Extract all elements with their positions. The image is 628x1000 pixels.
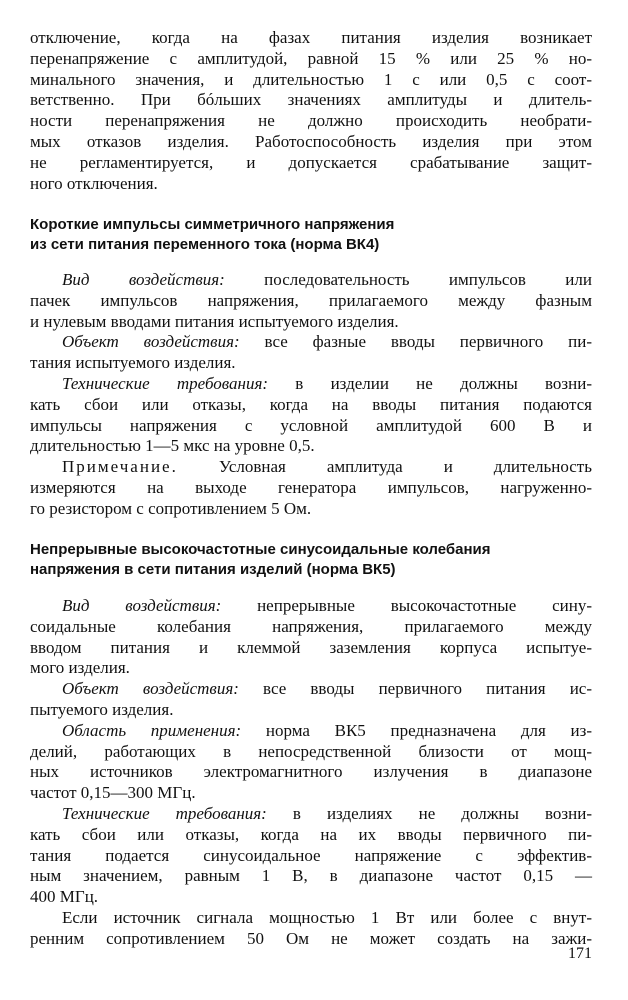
text-line: мых отказов изделия. Работоспособность изделия при этом xyxy=(30,131,592,151)
text-line: ным значением, равным 1 В, в диапазоне частот 0,15 — xyxy=(30,866,592,886)
text-line: отключение, когда на фазах питания изделия возникает xyxy=(30,28,592,47)
text-line: мого изделия. xyxy=(30,658,130,678)
text-line: кать сбои или отказы, когда на их вводы первичного пи- xyxy=(30,824,592,844)
term-label: Технические требования: xyxy=(62,373,269,393)
intro-paragraph xyxy=(30,28,592,194)
text-line: частот 0,15—300 МГц. xyxy=(30,783,196,803)
term-label: Область применения: xyxy=(62,720,242,740)
text-line: ных источников электромагнитного излучения в диапазоне xyxy=(30,762,592,782)
text-line: Вид воздействия: последовательность импульсов или xyxy=(62,270,592,289)
text-line: Вид воздействия: непрерывные высокочастотные сину- xyxy=(62,596,592,615)
text-line: Область применения: норма ВК5 предназначена для из- xyxy=(62,720,592,740)
section-body-vk4 xyxy=(30,270,592,520)
text-line: кать сбои или отказы, когда на вводы питания подаются xyxy=(30,394,592,414)
text-line: Объект воздействия: все вводы первичного питания ис- xyxy=(62,679,593,699)
term-label: Технические требования: xyxy=(62,803,267,823)
heading-line: Короткие импульсы симметричного напряжения xyxy=(30,216,395,233)
term-label: Вид воздействия: xyxy=(62,596,222,615)
section-body-vk5 xyxy=(30,596,592,950)
text-line: ного отключения. xyxy=(30,173,158,193)
text-line: Технические требования: в изделиях не должны возни- xyxy=(62,803,592,823)
section-heading-vk4 xyxy=(30,215,592,255)
text-line: пачек импульсов напряжения, прилагаемого между фазным xyxy=(30,290,592,310)
heading-line: из сети питания переменного тока (норма ВК4) xyxy=(30,236,380,253)
text-line: соидальные колебания напряжения, прилагаемого между xyxy=(30,616,592,636)
text-line: минального значения, и длительностью 1 с или 0,5 с соот- xyxy=(30,69,592,89)
text-line: ветственно. При бóльших значениях амплитуды и длитель- xyxy=(30,90,592,110)
text-line: Примечание. Условная амплитуда и длительность xyxy=(62,457,592,477)
text-line: Технические требования: в изделии не должны возни- xyxy=(62,373,592,393)
text-line: го резистором с сопротивлением 5 Ом. xyxy=(30,498,312,518)
text-line: Если источник сигнала мощностью 1 Вт или более с внут- xyxy=(62,907,592,927)
text-line: длительностью 1—5 мкс на уровне 0,5. xyxy=(30,436,315,456)
section-heading-vk5 xyxy=(30,540,592,580)
text-line: Объект воздействия: все фазные вводы первичного пи- xyxy=(62,332,593,352)
text-line: делий, работающих в непосредственной близости от мощ- xyxy=(30,741,592,761)
text-line: ренним сопротивлением 50 Ом не может создать на зажи- xyxy=(30,928,592,948)
term-label: Вид воздействия: xyxy=(62,270,225,289)
text-line: не регламентируется, и допускается срабатывание защит- xyxy=(30,152,592,172)
text-line: измеряются на выходе генератора импульсов, нагруженно- xyxy=(30,477,592,497)
heading-line: Непрерывные высокочастотные синусоидальные колебания xyxy=(30,541,491,558)
text-line: тания испытуемого изделия. xyxy=(30,353,236,373)
text-line: пытуемого изделия. xyxy=(30,699,174,719)
text-line: тания подается синусоидальное напряжение с эффектив- xyxy=(30,845,592,865)
term-label: Объект воздействия: xyxy=(62,679,239,699)
text-line: 400 МГц. xyxy=(30,887,99,907)
note-label: Примечание. xyxy=(62,457,178,477)
text-line: перенапряжение с амплитудой, равной 15 % или 25 % но- xyxy=(30,48,592,68)
heading-line: напряжения в сети питания изделий (норма ВК5) xyxy=(30,561,396,578)
page-number: 171 xyxy=(568,945,592,962)
text-line: импульсы напряжения с условной амплитудой 600 В и xyxy=(30,415,592,435)
term-label: Объект воздействия: xyxy=(62,332,240,352)
text-line: вводом питания и клеммой заземления корпуса испытуе- xyxy=(30,637,592,657)
text-line: ности перенапряжения не должно происходить необрати- xyxy=(30,111,592,131)
text-line: и нулевым вводами питания испытуемого изделия. xyxy=(30,311,399,331)
